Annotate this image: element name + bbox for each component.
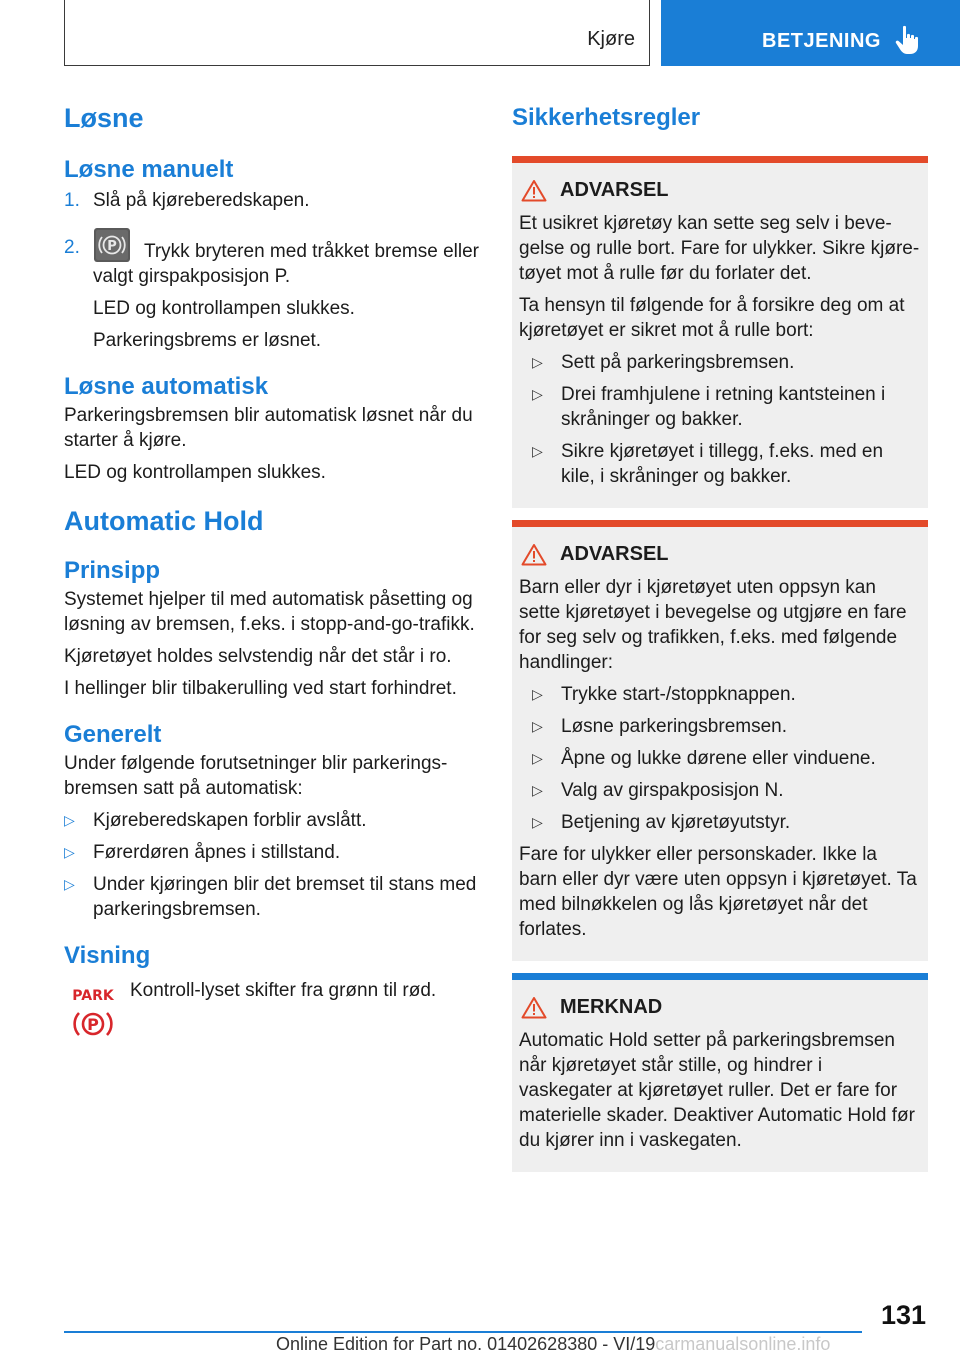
header-chapter-box — [661, 0, 960, 66]
step2-result-1: LED og kontrollampen slukkes. — [93, 298, 355, 319]
list-item: ▷ Trykke start-/stoppknappen. — [532, 684, 796, 705]
generelt-conditions-list — [64, 808, 484, 922]
list-triangle-icon: ▷ — [532, 386, 543, 402]
list-item: ▷ Førerdøren åpnes i stillstand. — [64, 842, 341, 863]
hand-pointer-icon — [894, 25, 922, 55]
list-item: ▷ Kjøreberedskapen forblir avslått. — [64, 810, 367, 831]
park-indicator-icon — [64, 984, 122, 1046]
prinsipp-paragraph-3: I hellinger blir tilbakerulling ved start forhindret. — [64, 678, 457, 699]
heading-sikkerhetsregler: Sikkerhetsregler — [512, 104, 701, 131]
prinsipp-paragraph-1: Systemet hjelper til med automatisk påsetting og løsning av bremsen, f.eks. i stopp-and-go-trafikk. — [64, 589, 475, 635]
prinsipp-paragraph-2: Kjøretøyet holdes selvstendig når det står i ro. — [64, 646, 452, 667]
list-item — [64, 227, 484, 289]
step-number: 1. — [64, 190, 80, 211]
svg-text:P: P — [87, 1015, 99, 1034]
step-text: Slå på kjøreberedskapen. — [93, 190, 310, 211]
list-item: ▷ Betjening av kjøretøyutstyr. — [532, 812, 791, 833]
warning-triangle-icon — [521, 179, 547, 202]
list-item: ▷ Sikre kjøretøyet i tillegg, f.eks. med en kile, i skråninger og bakker. — [532, 441, 884, 487]
warning-box-list — [519, 682, 920, 835]
step2-result-2: Parkeringsbrems er løsnet. — [93, 330, 322, 351]
heading-generelt: Generelt — [64, 721, 162, 748]
warning-box-paragraph: Fare for ulykker eller personskader. Ikke la barn eller dyr være uten oppsyn i kjøretøyet. Ta med bilnøkkelen og lås kjøretøyet når det forlates. — [519, 844, 917, 940]
svg-text:P: P — [107, 239, 117, 254]
step-number: 2. — [64, 237, 80, 258]
warning-box-paragraph: Ta hensyn til følgende for å forsikre deg om at kjøretøyet er sikret mot å rulle bort: — [519, 295, 905, 341]
list-triangle-icon: ▷ — [532, 750, 543, 766]
warning-box-title: ADVARSEL — [519, 173, 920, 207]
heading-losne: Løsne — [64, 103, 144, 133]
warning-box-2 — [512, 520, 928, 961]
header-section-box — [64, 0, 650, 66]
warning-box-list — [519, 350, 920, 489]
warning-triangle-icon — [521, 543, 547, 566]
footer-divider — [64, 1331, 862, 1333]
right-column — [512, 100, 928, 1172]
list-triangle-icon: ▷ — [64, 812, 75, 828]
list-triangle-icon: ▷ — [64, 876, 75, 892]
warning-box-1 — [512, 156, 928, 508]
footer-watermark: carmanualsonline.info — [655, 1334, 831, 1354]
note-box-paragraph: Automatic Hold setter på parkeringsbremsen når kjøretøyet står stille, og hindrer i vaskegater at kjøretøyet ruller. Det er fare for materielle skader. Deaktiver Automatic Hold før du kjører inn i vaskegaten. — [519, 1030, 915, 1151]
list-triangle-icon: ▷ — [532, 686, 543, 702]
generelt-paragraph: Under følgende forutsetninger blir parkeringsbremsen satt på automatisk: — [64, 753, 448, 799]
heading-losne-manuelt: Løsne manuelt — [64, 156, 234, 183]
manual-steps-list — [64, 188, 484, 289]
header-chapter-title: BETJENING — [762, 30, 881, 52]
list-item: ▷ Løsne parkeringsbremsen. — [532, 716, 787, 737]
heading-losne-automatisk: Løsne automatisk — [64, 373, 269, 400]
header-section-title: Kjøre — [587, 28, 635, 50]
list-item — [64, 188, 484, 213]
list-triangle-icon: ▷ — [532, 443, 543, 459]
list-item: ▷ Valg av girspakposisjon N. — [532, 780, 784, 801]
note-box-title: MERKNAD — [519, 990, 920, 1024]
visning-row — [64, 978, 484, 1046]
list-item: ▷ Drei framhjulene i retning kantsteinen i skråninger og bakker. — [532, 384, 886, 430]
warning-triangle-icon — [521, 996, 547, 1019]
parking-brake-button-icon — [93, 227, 131, 263]
heading-prinsipp: Prinsipp — [64, 557, 161, 584]
note-box — [512, 973, 928, 1172]
list-item: ▷ Under kjøringen blir det bremset til stans med parkeringsbremsen. — [64, 874, 477, 920]
warning-box-paragraph: Barn eller dyr i kjøretøyet uten oppsyn kan sette kjøretøyet i bevegelse og utgjøre en fare for seg selv og trafikken, f.eks. med følgende handlinger: — [519, 577, 907, 673]
list-triangle-icon: ▷ — [64, 844, 75, 860]
automatisk-paragraph-1: Parkeringsbremsen blir automatisk løsnet når du starter å kjøre. — [64, 405, 473, 451]
left-column — [64, 100, 484, 1046]
automatisk-paragraph-2: LED og kontrollampen slukkes. — [64, 462, 326, 483]
park-indicator-label: PARK — [72, 988, 114, 1004]
page-number: 131 — [880, 1300, 926, 1330]
step-text: Trykk bryteren med tråkket bremse eller valgt girspakposisjon P. — [93, 241, 479, 287]
list-item: ▷ Åpne og lukke dørene eller vinduene. — [532, 748, 876, 769]
visning-paragraph: Kontroll-lyset skifter fra grønn til rød. — [130, 980, 437, 1001]
list-triangle-icon: ▷ — [532, 814, 543, 830]
list-item: ▷ Sett på parkeringsbremsen. — [532, 352, 795, 373]
footer-edition — [276, 1334, 830, 1355]
footer-edition-text: Online Edition for Part no. 01402628380 - VI/19 — [276, 1334, 656, 1354]
warning-box-paragraph: Et usikret kjøretøy kan sette seg selv i bevegelse og rulle bort. Fare for ulykker. Sikre kjøretøyet mot å rulle før du forlater det. — [519, 213, 920, 284]
list-triangle-icon: ▷ — [532, 354, 543, 370]
list-triangle-icon: ▷ — [532, 718, 543, 734]
heading-visning: Visning — [64, 942, 151, 969]
warning-box-title: ADVARSEL — [519, 537, 920, 571]
heading-automatic-hold: Automatic Hold — [64, 506, 264, 536]
list-triangle-icon: ▷ — [532, 782, 543, 798]
